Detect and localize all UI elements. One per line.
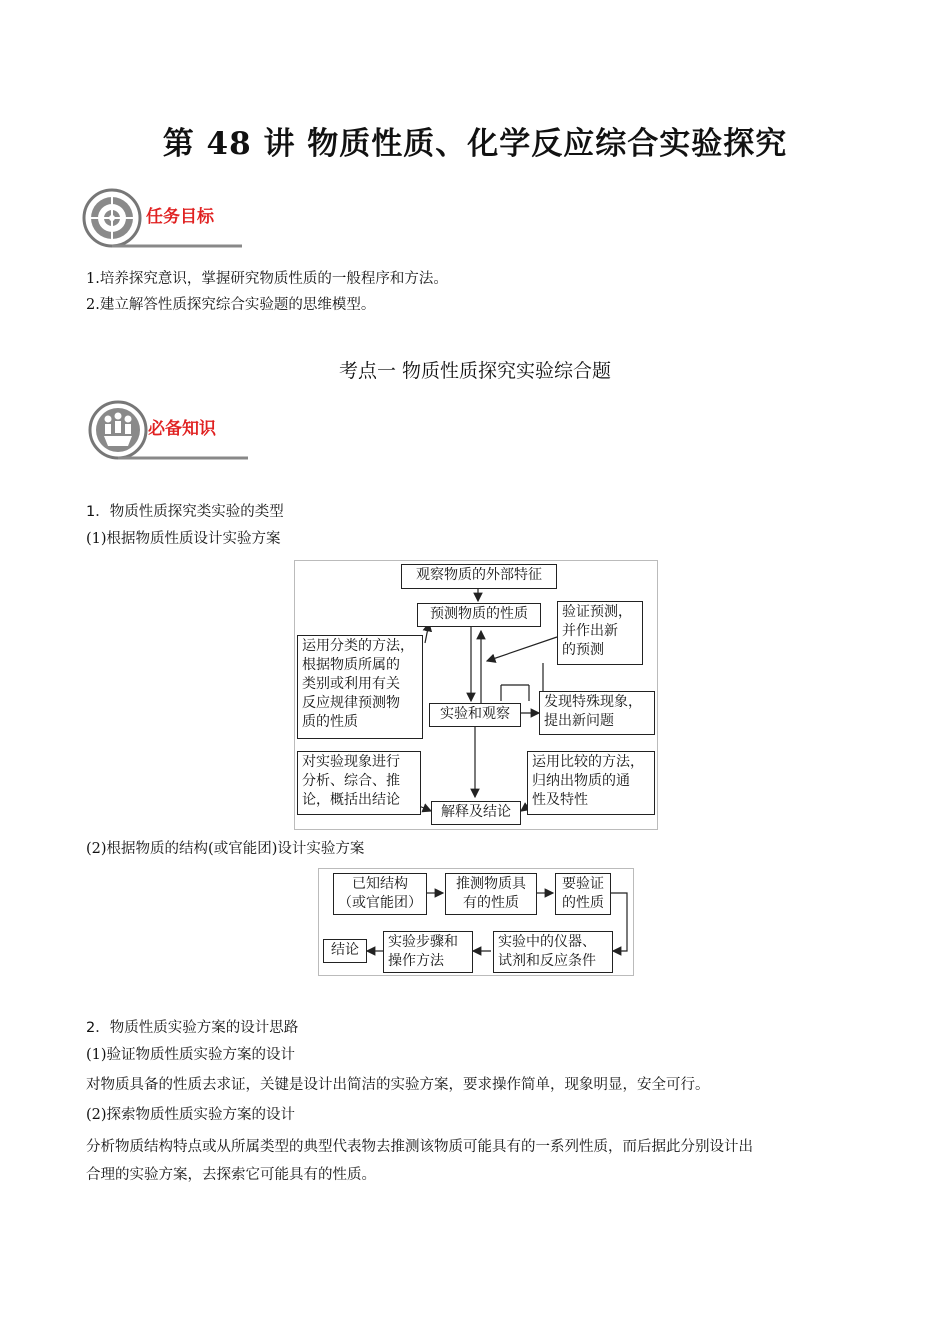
analyze-line-3: 论，概括出结论 — [302, 792, 400, 808]
flowchart-property-design — [294, 560, 658, 830]
steps-line-1: 实验步骤和 — [388, 934, 458, 950]
apparatus-line-1: 实验中的仪器、 — [498, 934, 596, 950]
p2-line-2: 合理的实验方案，去探索它可能具有的性质。 — [86, 1167, 376, 1183]
page-title: 第 48 讲 物质性质、化学反应综合实验探究 — [162, 126, 788, 162]
verify-line-3: 的预测 — [562, 642, 604, 658]
classify-line-3: 类别或利用有关 — [302, 676, 400, 692]
heading-types: 1．物质性质探究类实验的类型 — [86, 504, 284, 520]
discover-line-2: 提出新问题 — [544, 713, 614, 729]
verify2-line-2: 的性质 — [562, 895, 604, 911]
box-steps — [383, 931, 473, 973]
objective-2: 2.建立解答性质探究综合实验题的思维模型。 — [86, 297, 376, 313]
flowchart-structure-design — [318, 868, 634, 976]
box-conclude: 解释及结论 — [431, 801, 521, 825]
box-apparatus — [493, 931, 613, 973]
p2-line-1: 分析物质结构特点或从所属类型的典型代表物去推测该物质可能具有的一系列性质，而后据此分别设计出 — [86, 1139, 753, 1155]
compare-line-2: 归纳出物质的通 — [532, 773, 630, 789]
box-known-structure — [333, 873, 427, 915]
verify2-line-1: 要验证 — [562, 876, 604, 892]
section-title: 考点一 物质性质探究实验综合题 — [338, 360, 612, 382]
known-line-2: （或官能团） — [338, 895, 422, 911]
analyze-line-1: 对实验现象进行 — [302, 754, 400, 770]
p1-text: 对物质具备的性质去求证，关键是设计出简洁的实验方案，要求操作简单，现象明显，安全可行。 — [86, 1077, 710, 1093]
classify-line-2: 根据物质所属的 — [302, 657, 400, 673]
classify-line-4: 反应规律预测物 — [302, 695, 400, 711]
heading-design-ideas: 2．物质性质实验方案的设计思路 — [86, 1020, 299, 1036]
box-verify-properties — [555, 873, 611, 915]
sub-heading-property-design: (1)根据物质性质设计实验方案 — [86, 531, 281, 547]
verify-line-2: 并作出新 — [562, 623, 618, 639]
compare-line-1: 运用比较的方法， — [532, 754, 644, 770]
apparatus-line-2: 试剂和反应条件 — [498, 953, 596, 969]
infer-line-2: 有的性质 — [463, 895, 519, 911]
badge-essential-knowledge-label: 必备知识 — [148, 419, 216, 439]
sub-heading-structure-design: (2)根据物质的结构(或官能团)设计实验方案 — [86, 841, 365, 857]
badge-task-goals-label: 任务目标 — [146, 207, 214, 227]
box-classify — [297, 635, 423, 739]
box-verify — [557, 601, 643, 665]
objective-1: 1.培养探究意识，掌握研究物质性质的一般程序和方法。 — [86, 271, 448, 287]
infer-line-1: 推测物质具 — [456, 876, 526, 892]
steps-line-2: 操作方法 — [388, 953, 444, 969]
p2-title: (2)探索物质性质实验方案的设计 — [86, 1107, 296, 1123]
known-line-1: 已知结构 — [352, 876, 408, 892]
box-experiment: 实验和观察 — [429, 703, 521, 727]
box-observe: 观察物质的外部特征 — [401, 564, 557, 589]
badge-essential-knowledge — [88, 400, 258, 464]
discover-line-1: 发现特殊现象， — [544, 694, 642, 710]
box-result: 结论 — [323, 939, 367, 963]
classify-line-5: 质的性质 — [302, 714, 358, 730]
box-infer-properties — [445, 873, 537, 915]
analyze-line-2: 分析、综合、推 — [302, 773, 400, 789]
p1-title: (1)验证物质性质实验方案的设计 — [86, 1047, 296, 1063]
box-analyze — [297, 751, 421, 815]
box-discover — [539, 691, 655, 735]
verify-line-1: 验证预测， — [562, 604, 632, 620]
box-compare — [527, 751, 655, 815]
box-predict: 预测物质的性质 — [417, 603, 541, 627]
classify-line-1: 运用分类的方法， — [302, 638, 414, 654]
badge-task-goals — [82, 188, 252, 252]
compare-line-3: 性及特性 — [532, 792, 588, 808]
